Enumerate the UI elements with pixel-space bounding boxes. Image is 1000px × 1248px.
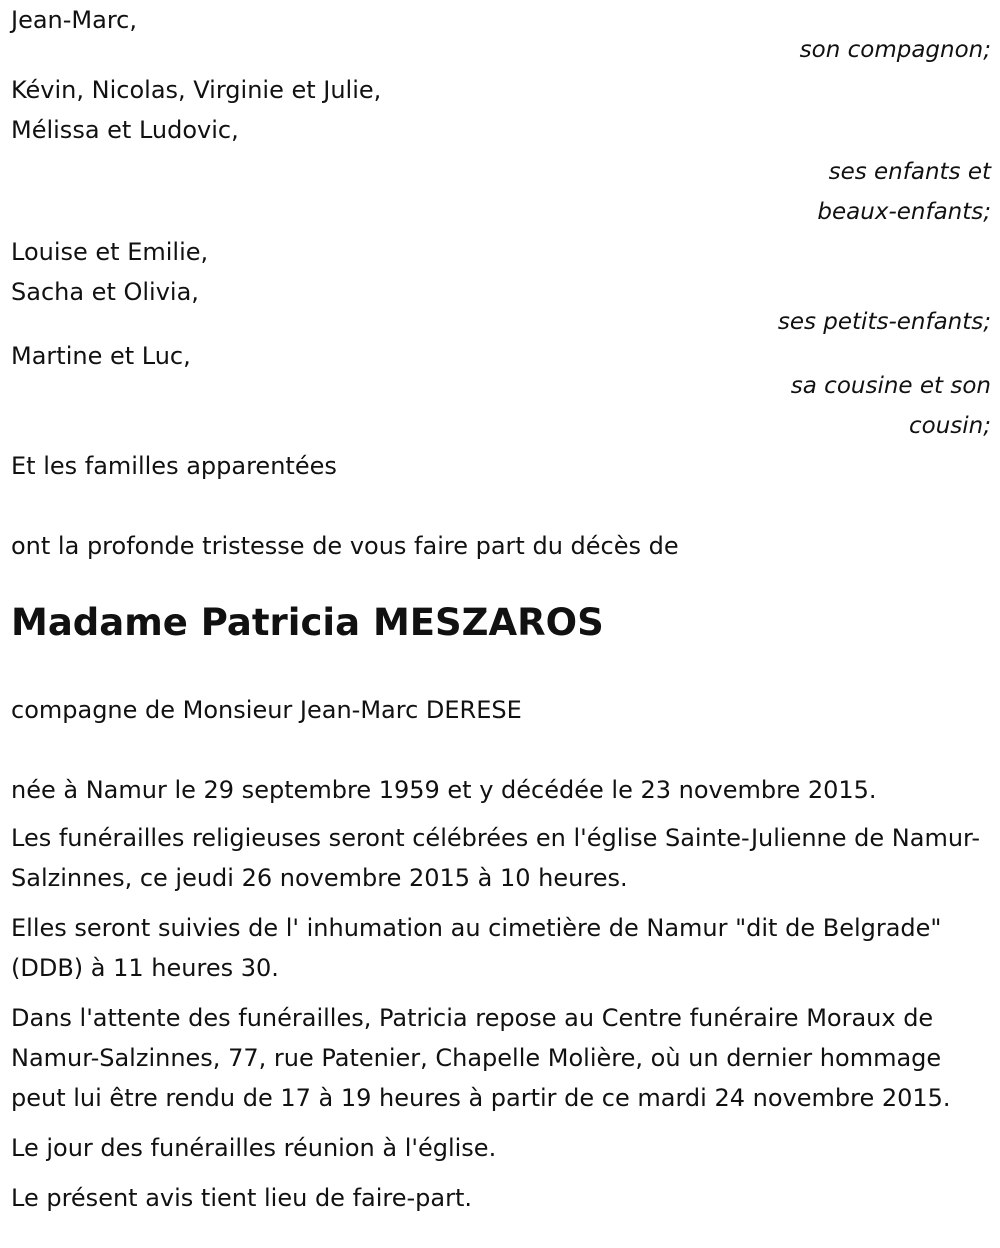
partner-names: Jean-Marc,	[11, 6, 137, 34]
grandchildren-relation: ses petits-enfants;	[777, 309, 991, 335]
cousins-relation-line2: cousin;	[909, 413, 991, 439]
related-families: Et les familles apparentées	[11, 452, 337, 480]
cousins-names: Martine et Luc,	[11, 342, 191, 370]
meeting-paragraph: Le jour des funérailles réunion à l'église.	[11, 1134, 497, 1162]
cousins-relation-line1: sa cousine et son	[790, 373, 991, 399]
birth-death-paragraph: née à Namur le 29 septembre 1959 et y décédée le 23 novembre 2015.	[11, 776, 877, 804]
companion-of: compagne de Monsieur Jean-Marc DERESE	[11, 696, 522, 724]
obituary-notice	[11, 0, 991, 1248]
children-relation-line2: beaux-enfants;	[817, 199, 991, 225]
grandchildren-names-line1: Louise et Emilie,	[11, 238, 209, 266]
viewing-paragraph: Dans l'attente des funérailles, Patricia repose au Centre funéraire Moraux de Namur-Salzinnes, 77, rue Patenier, Chapelle Molière, où un dernier hommage peut lui être rendu de 17 à 19 heures à partir de ce mardi 24 novembre 2015.	[11, 1004, 951, 1112]
deceased-name: Madame Patricia MESZAROS	[11, 601, 604, 644]
announcement-intro: ont la profonde tristesse de vous faire part du décès de	[11, 532, 679, 560]
children-names-line2: Mélissa et Ludovic,	[11, 116, 239, 144]
funeral-paragraph: Les funérailles religieuses seront célébrées en l'église Sainte-Julienne de Namur-Salzinnes, ce jeudi 26 novembre 2015 à 10 heures.	[11, 824, 981, 892]
notice-paragraph: Le présent avis tient lieu de faire-part.	[11, 1184, 473, 1212]
grandchildren-names-line2: Sacha et Olivia,	[11, 278, 199, 306]
children-names-line1: Kévin, Nicolas, Virginie et Julie,	[11, 76, 382, 104]
children-relation-line1: ses enfants et	[828, 159, 991, 185]
partner-relation: son compagnon;	[799, 37, 991, 63]
burial-paragraph: Elles seront suivies de l' inhumation au cimetière de Namur "dit de Belgrade" (DDB) à 11 heures 30.	[11, 914, 942, 982]
